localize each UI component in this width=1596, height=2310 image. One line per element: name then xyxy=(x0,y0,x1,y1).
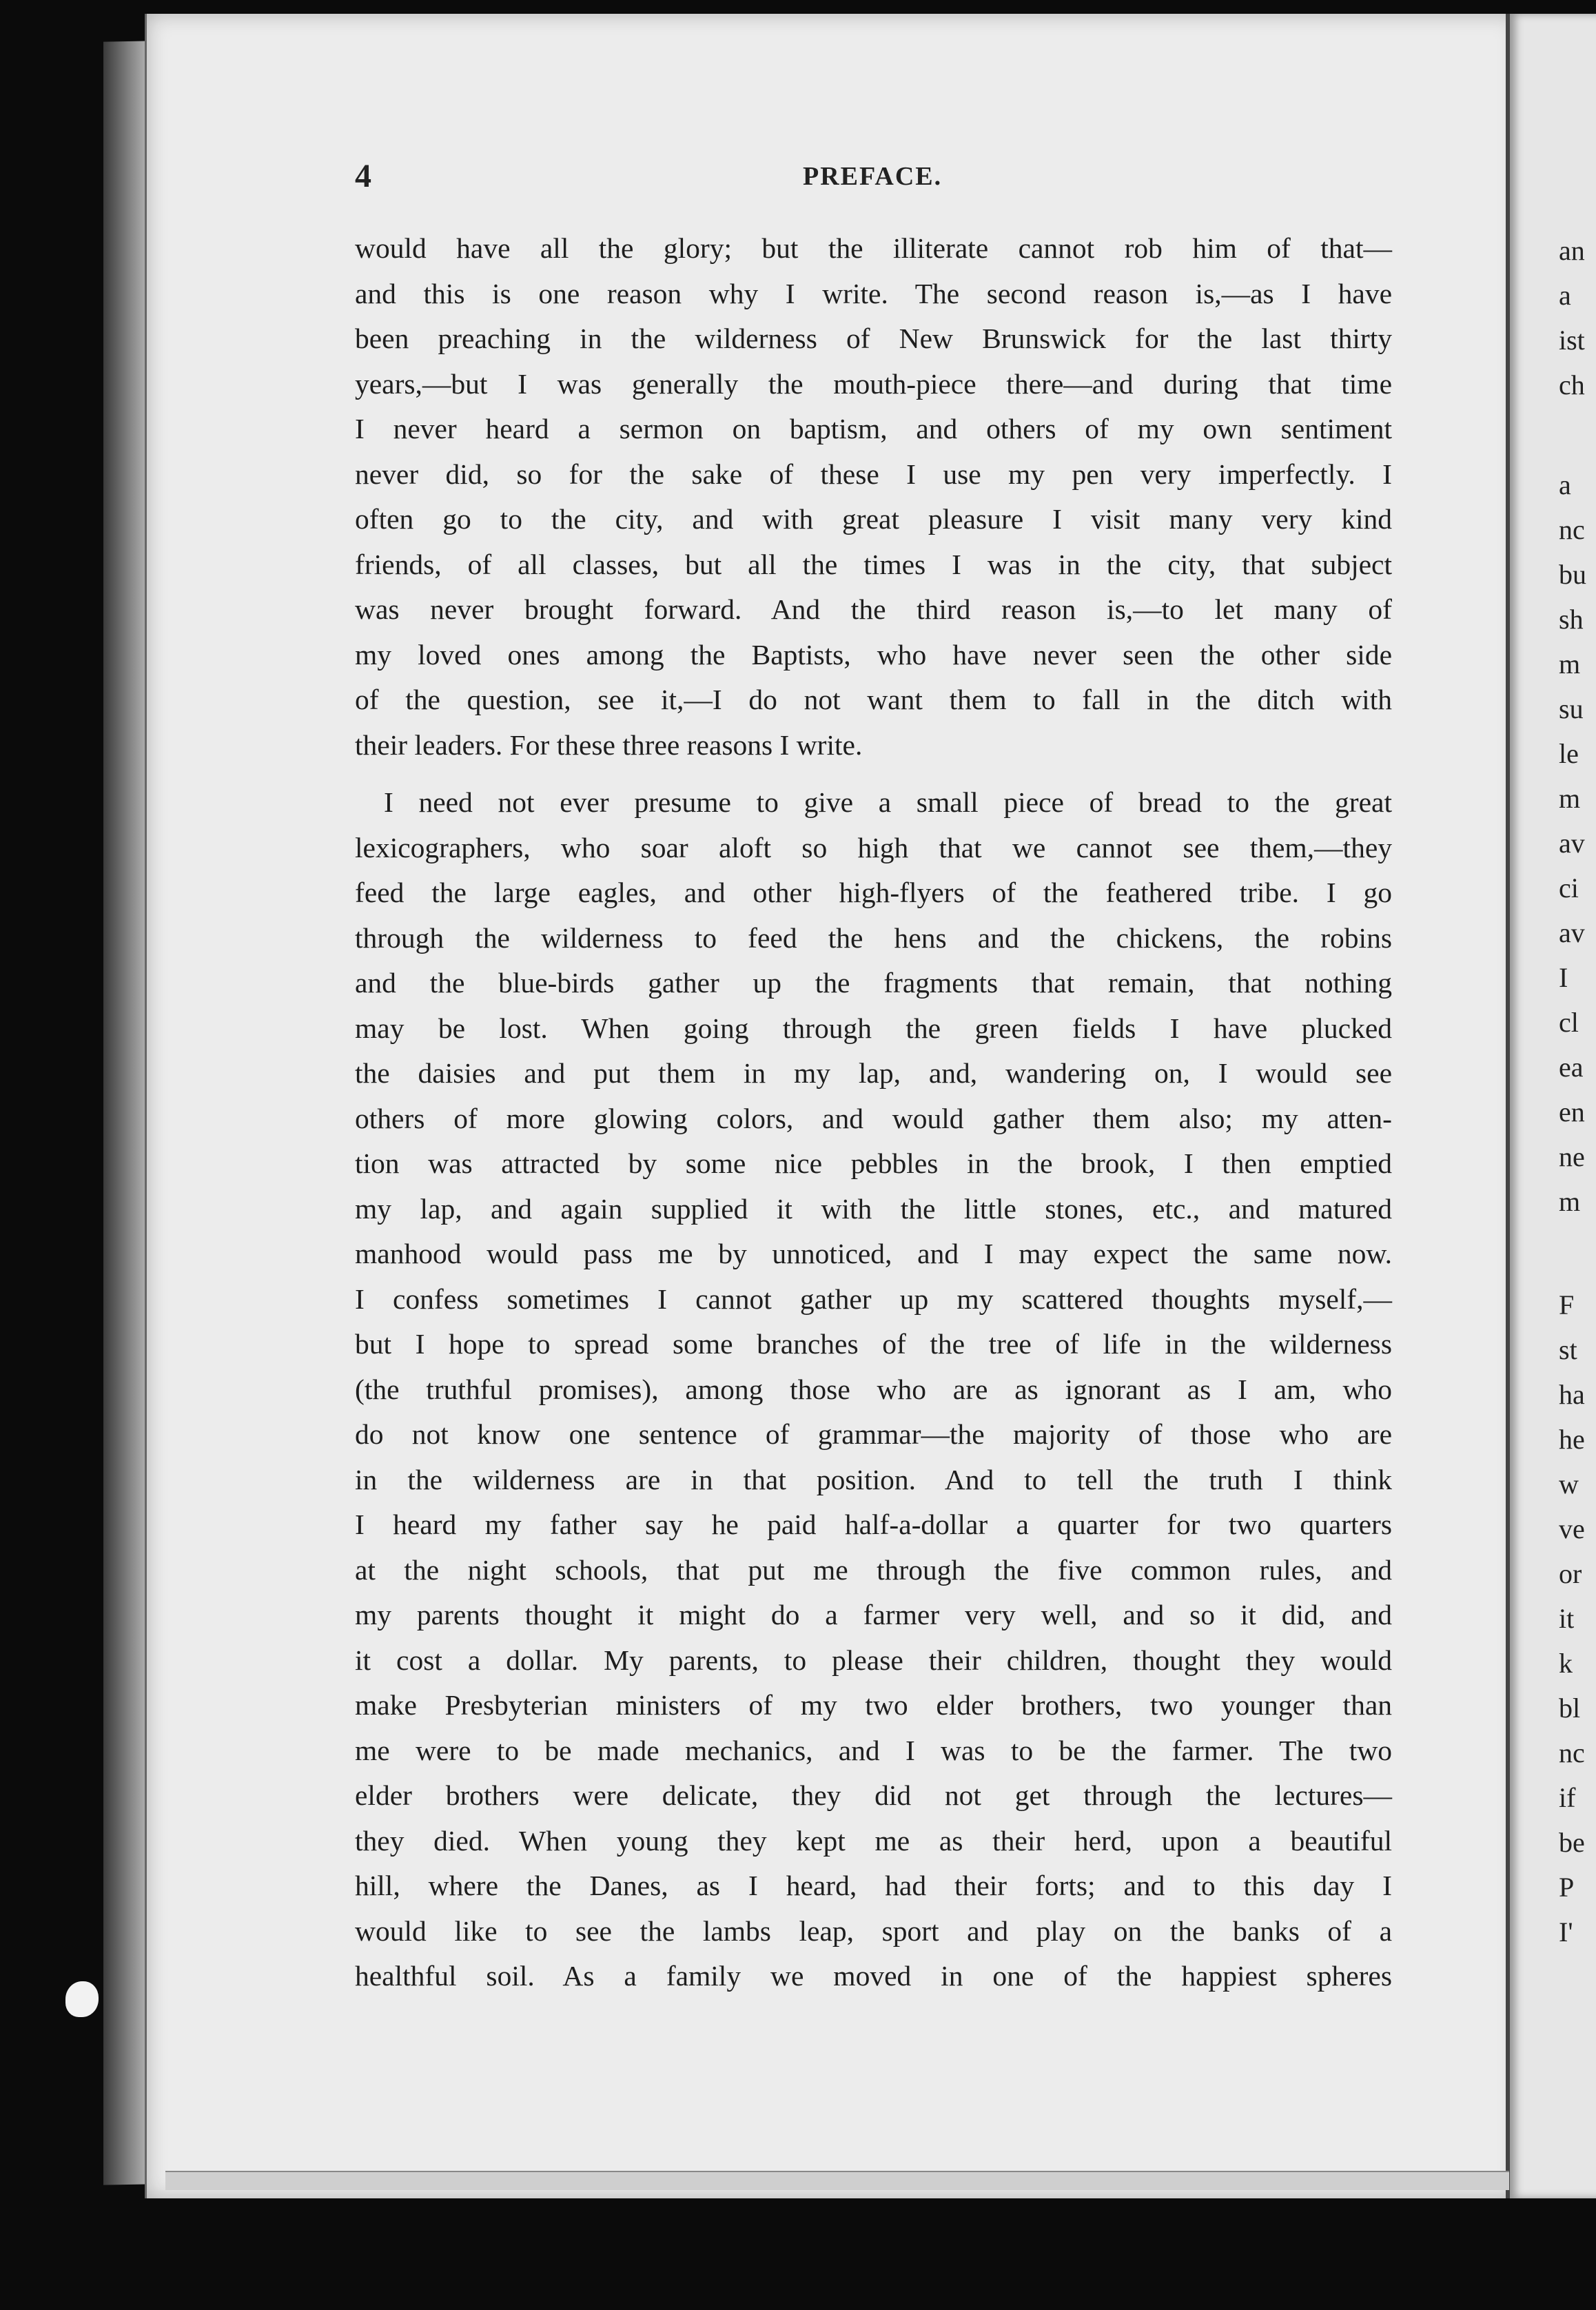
facing-page-fragment: a xyxy=(1559,280,1571,311)
text-line: the daisies and put them in my lap, and, wandering on, I would see xyxy=(355,1057,1392,1089)
facing-page-fragment: av xyxy=(1559,828,1585,859)
text-line: I never heard a sermon on baptism, and others of my own sentiment xyxy=(355,413,1392,444)
text-line: manhood would pass me by unnoticed, and I may expect the same now. xyxy=(355,1238,1392,1269)
paragraph-2 xyxy=(355,780,1392,1999)
facing-page-fragment: sh xyxy=(1559,604,1584,635)
text-line: been preaching in the wilderness of New Brunswick for the last thirty xyxy=(355,323,1392,354)
facing-page-fragment: st xyxy=(1559,1334,1577,1365)
facing-page-fragment: I' xyxy=(1559,1917,1573,1948)
text-line: lexicographers, who soar aloft so high that we cannot see them,—they xyxy=(355,831,1392,863)
facing-page-fragment: ha xyxy=(1559,1379,1585,1410)
paragraph-1 xyxy=(355,226,1392,768)
text-line: in the wilderness are in that position. And to tell the truth I think xyxy=(355,1463,1392,1495)
text-line: it cost a dollar. My parents, to please their children, thought they would xyxy=(355,1644,1392,1676)
facing-page-fragment: k xyxy=(1559,1648,1573,1679)
text-line: do not know one sentence of grammar—the majority of those who are xyxy=(355,1418,1392,1450)
text-line: would like to see the lambs leap, sport and play on the banks of a xyxy=(355,1914,1392,1947)
text-line: I need not ever presume to give a small piece of bread to the great xyxy=(384,786,1392,818)
facing-page-fragment: ch xyxy=(1559,369,1585,400)
facing-page-fragment: if xyxy=(1559,1782,1576,1813)
text-line: I confess sometimes I cannot gather up my scattered thoughts myself,— xyxy=(355,1282,1392,1315)
facing-page-fragment: a xyxy=(1559,469,1571,500)
text-line: make Presbyterian ministers of my two elder brothers, two younger than xyxy=(355,1689,1392,1721)
running-head: PREFACE. xyxy=(803,162,943,191)
facing-page-fragment: it xyxy=(1559,1603,1575,1634)
text-line: others of more glowing colors, and would gather them also; my atten- xyxy=(355,1102,1392,1134)
body-text xyxy=(355,226,1392,1999)
facing-page-fragment: I xyxy=(1559,962,1568,993)
facing-page-fragment: he xyxy=(1559,1424,1585,1455)
text-line: hill, where the Danes, as I heard, had their forts; and to this day I xyxy=(355,1870,1392,1901)
facing-page-fragment: en xyxy=(1559,1096,1585,1127)
text-line: me were to be made mechanics, and I was to be the farmer. The two xyxy=(355,1734,1392,1766)
facing-page-fragment: m xyxy=(1559,783,1581,814)
text-line: elder brothers were delicate, they did not get through the lectures— xyxy=(355,1779,1392,1811)
text-line: healthful soil. As a family we moved in one of the happiest spheres xyxy=(355,1960,1392,1992)
text-line: may be lost. When going through the green fields I have plucked xyxy=(355,1012,1392,1044)
facing-page-fragment: su xyxy=(1559,693,1584,724)
text-line: tion was attracted by some nice pebbles in the brook, I then emptied xyxy=(355,1147,1392,1179)
text-line: my loved ones among the Baptists, who have never seen the other side xyxy=(355,638,1392,671)
text-line: was never brought forward. And the third reason is,—to let many of xyxy=(355,593,1392,625)
facing-page-fragment: w xyxy=(1559,1469,1579,1500)
facing-page-fragment: bl xyxy=(1559,1693,1581,1724)
facing-page-fragment: ea xyxy=(1559,1052,1584,1083)
facing-page-fragment: or xyxy=(1559,1558,1582,1589)
facing-page-fragment: ci xyxy=(1559,872,1579,903)
text-line: my parents thought it might do a farmer very well, and so it did, and xyxy=(355,1599,1392,1631)
text-line: their leaders. For these three reasons I write. xyxy=(355,728,863,761)
facing-page-fragment: an xyxy=(1559,235,1585,266)
facing-page-fragment: av xyxy=(1559,917,1585,948)
facing-page-fragment: ist xyxy=(1559,325,1585,356)
text-line: (the truthful promises), among those who are as ignorant as I am, who xyxy=(355,1373,1392,1405)
page-header xyxy=(355,157,1392,205)
scan-speck xyxy=(65,1981,99,2017)
facing-page-fragment: P xyxy=(1559,1872,1575,1903)
facing-page-fragment: le xyxy=(1559,738,1579,769)
text-line: at the night schools, that put me through the five common rules, and xyxy=(355,1553,1392,1586)
text-line: and the blue-birds gather up the fragments that remain, that nothing xyxy=(355,967,1392,999)
text-line: years,—but I was generally the mouth-piece there—and during that time xyxy=(355,367,1392,400)
facing-page-fragment: nc xyxy=(1559,1737,1585,1768)
facing-page-fragment: m xyxy=(1559,1186,1581,1217)
text-line: friends, of all classes, but all the times I was in the city, that subject xyxy=(355,548,1392,580)
facing-page-fragment: ve xyxy=(1559,1513,1585,1544)
facing-page-fragment: m xyxy=(1559,648,1581,679)
text-line: feed the large eagles, and other high-flyers of the feathered tribe. I go xyxy=(355,877,1392,908)
page-bottom-fold xyxy=(165,2171,1509,2190)
text-line: my lap, and again supplied it with the little stones, etc., and matured xyxy=(355,1192,1392,1225)
text-line: would have all the glory; but the illiterate cannot rob him of that— xyxy=(355,232,1392,264)
text-line: never did, so for the sake of these I use my pen very imperfectly. I xyxy=(355,458,1392,490)
text-line: often go to the city, and with great pleasure I visit many very kind xyxy=(355,503,1392,535)
facing-page-fragment: F xyxy=(1559,1289,1575,1320)
text-line: of the question, see it,—I do not want them to fall in the ditch with xyxy=(355,684,1392,715)
text-line: I heard my father say he paid half-a-dollar a quarter for two quarters xyxy=(355,1509,1392,1540)
facing-page-fragment: ne xyxy=(1559,1141,1585,1172)
facing-page-fragment: be xyxy=(1559,1827,1585,1858)
facing-page-fragment: cl xyxy=(1559,1007,1579,1038)
facing-page-fragment: nc xyxy=(1559,514,1585,545)
text-line: through the wilderness to feed the hens and the chickens, the robins xyxy=(355,921,1392,954)
text-line: and this is one reason why I write. The second reason is,—as I have xyxy=(355,277,1392,309)
facing-page-fragment: bu xyxy=(1559,559,1586,590)
page-number: 4 xyxy=(355,158,371,194)
text-line: they died. When young they kept me as their herd, upon a beautiful xyxy=(355,1824,1392,1857)
text-line: but I hope to spread some branches of the tree of life in the wilderness xyxy=(355,1328,1392,1360)
